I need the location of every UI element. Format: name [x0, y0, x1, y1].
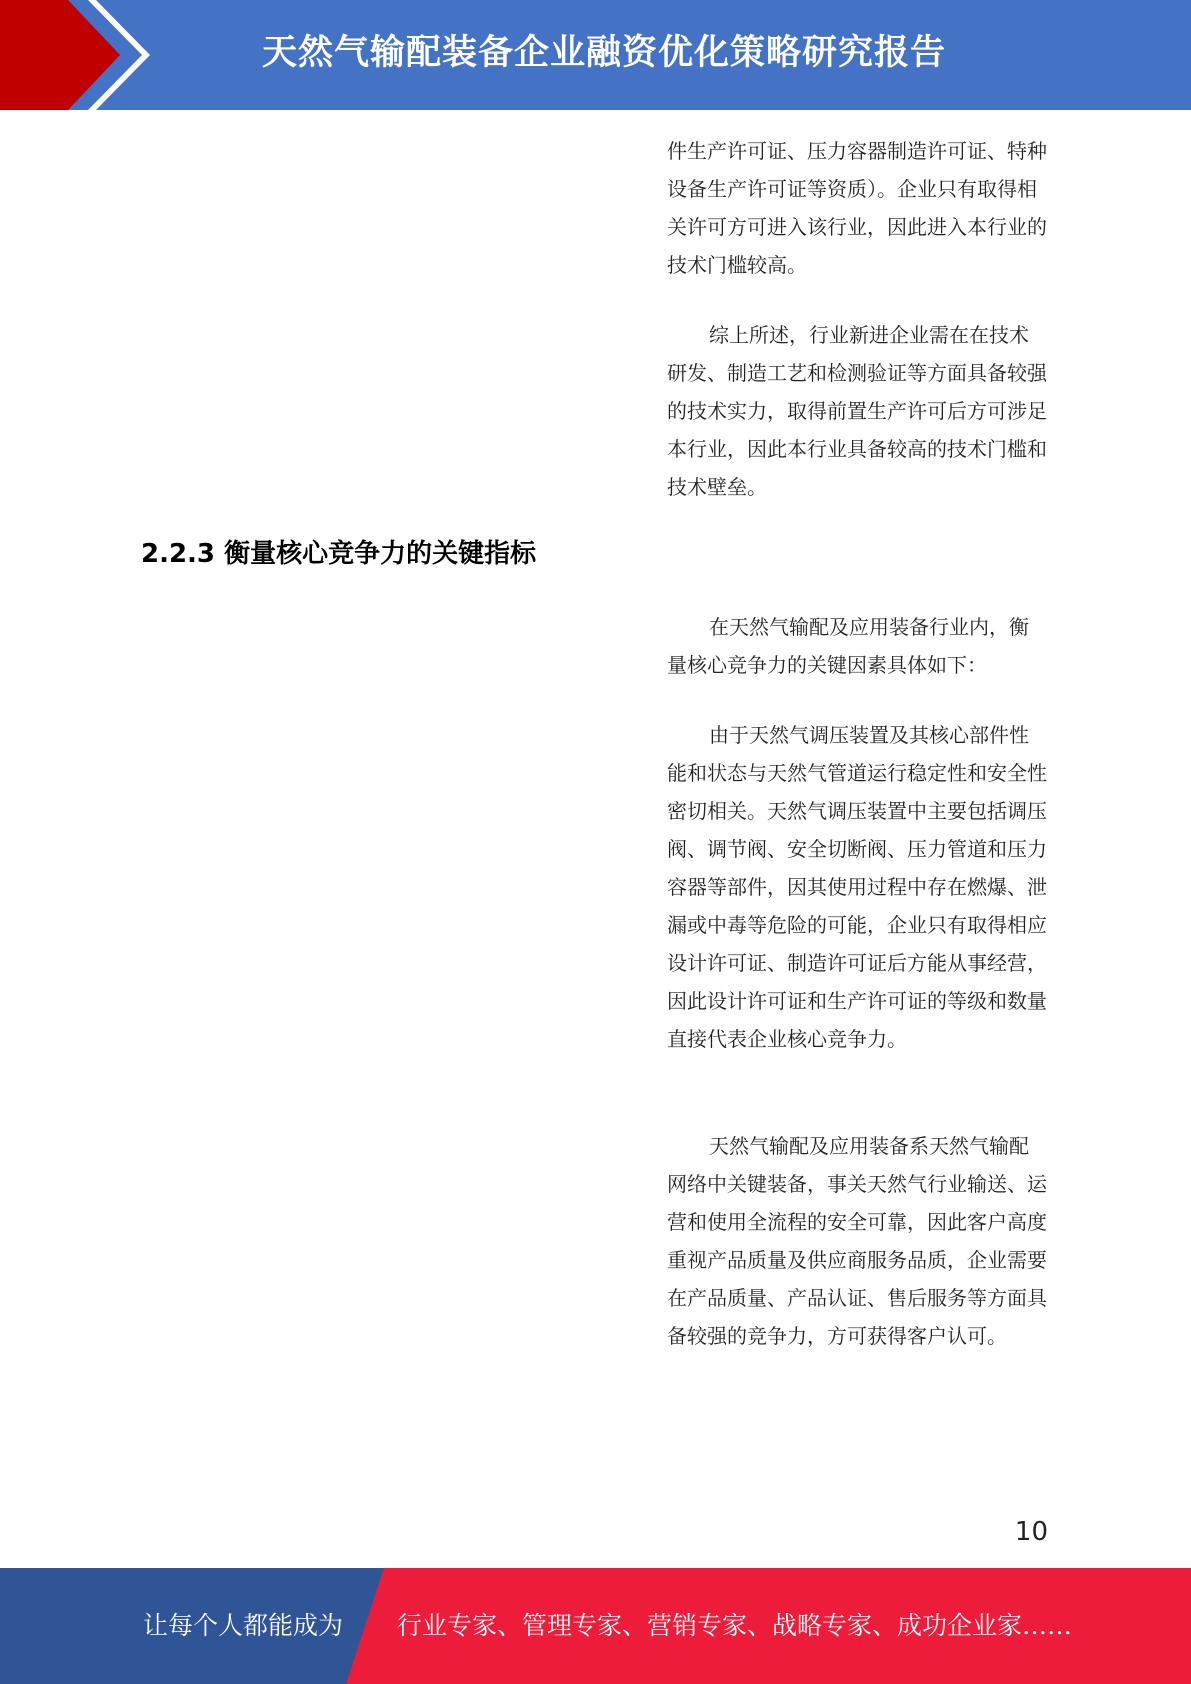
section-heading: 2.2.3 衡量核心竞争力的关键指标 — [141, 539, 537, 569]
header-arrow-decoration — [0, 0, 160, 110]
paragraph-text: 综上所述，行业新进企业需在在技术研发、制造工艺和检测验证等方面具备较强的技术实力，取得前置生产许可后方可涉足本行业，因此本行业具备较高的技术门槛和技术壁垒。 — [667, 323, 1047, 499]
paragraph-licenses — [667, 716, 1047, 1058]
paragraph-intro — [667, 608, 1047, 684]
paragraph-text: 件生产许可证、压力容器制造许可证、特种设备生产许可证等资质）。企业只有取得相关许可方可进入该行业，因此进入本行业的技术门槛较高。 — [667, 139, 1047, 277]
page-number: 10 — [1014, 1517, 1048, 1547]
paragraph-quality — [667, 1127, 1047, 1355]
paragraph-continued — [667, 132, 1047, 284]
report-title: 天然气输配装备企业融资优化策略研究报告 — [262, 33, 947, 73]
page-header — [0, 0, 1191, 110]
paragraph-text: 天然气输配及应用装备系天然气输配网络中关键装备，事关天然气行业输送、运营和使用全流程的安全可靠，因此客户高度重视产品质量及供应商服务品质，企业需要在产品质量、产品认证、售后服务等方面具备较强的竞争力，方可获得客户认可。 — [667, 1134, 1047, 1348]
footer-slogan-right: 行业专家、管理专家、营销专家、战略专家、成功企业家…… — [397, 1611, 1073, 1640]
paragraph-text: 由于天然气调压装置及其核心部件性能和状态与天然气管道运行稳定性和安全性密切相关。天然气调压装置中主要包括调压阀、调节阀、安全切断阀、压力管道和压力容器等部件，因其使用过程中存在燃爆、泄漏或中毒等危险的可能，企业只有取得相应设计许可证、制造许可证后方能从事经营，因此设计许可证和生产许可证的等级和数量直接代表企业核心竞争力。 — [667, 723, 1047, 1051]
page-footer — [0, 1568, 1191, 1684]
paragraph-text: 在天然气输配及应用装备行业内，衡量核心竞争力的关键因素具体如下： — [667, 615, 1029, 677]
paragraph-summary — [667, 316, 1047, 506]
footer-slogan-left: 让每个人都能成为 — [143, 1611, 344, 1640]
